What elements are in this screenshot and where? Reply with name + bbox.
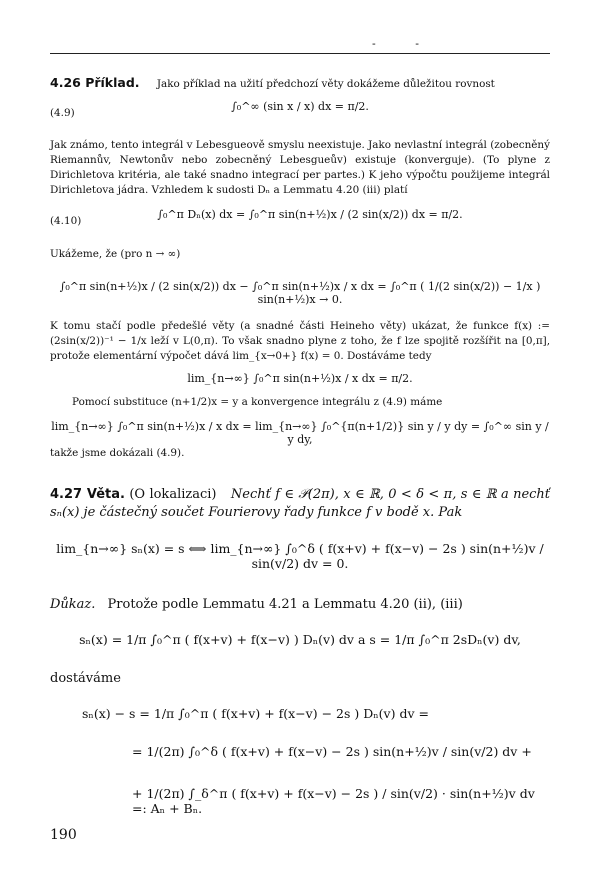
eq-difference-2: = 1/(2π) ∫₀^δ ( f(x+v) + f(x−v) − 2s ) sin(n+½)v / sin(v/2) dv + — [132, 744, 532, 759]
proof-intro: Protože podle Lemmatu 4.21 a Lemmatu 4.20 (ii), (iii) — [107, 597, 463, 612]
example-intro: Jako příklad na užití předchozí věty dokážeme důležitou rovnost — [156, 78, 495, 90]
header-rule — [50, 53, 550, 54]
proof-label: Důkaz. — [50, 597, 96, 612]
theorem-statement: Nechť f ∈ 𝒫(2π), x ∈ ℝ, 0 < δ < π, s ∈ ℝ a nechť sₙ(x) je částečný součet Fourierovy řady funkce f v bodě x. Pak — [50, 487, 551, 520]
eq-limit: lim_{n→∞} ∫₀^π sin(n+½)x / x dx = π/2. — [187, 372, 413, 385]
eq-4-10-tag: (4.10) — [50, 215, 82, 227]
page-number: 190 — [50, 827, 77, 843]
eq-4-9-tag: (4.9) — [50, 107, 75, 119]
eq-4-10: ∫₀^π Dₙ(x) dx = ∫₀^π sin(n+½)x / (2 sin(x/2)) dx = π/2. — [157, 208, 463, 221]
eq-4-9: ∫₀^∞ (sin x / x) dx = π/2. — [231, 100, 369, 113]
theorem-label: 4.27 Věta. — [50, 487, 125, 502]
proof-intro-line — [50, 596, 550, 614]
eq-show: ∫₀^π sin(n+½)x / (2 sin(x/2)) dx − ∫₀^π sin(n+½)x / x dx = ∫₀^π ( 1/(2 sin(x/2)) − 1/x ) sin(n+½)x → 0. — [59, 280, 541, 306]
paragraph-dirichlet: Jak známo, tento integrál v Lebesgueově smyslu neexistuje. Jako nevlastní integrál (zobecněný Riemannův, Newtonův nebo zobecněný Lebesgueův) existuje (konverguje). (To plyne z Dirichletova kritéria, ale také snadno integrací per partes.) K jeho výpočtu použijeme integrál Dirichletova jádra. Vzhledem k sudosti Dₙ a Lemmatu 4.20 (iii) platí — [50, 139, 550, 196]
show-line: Ukážeme, že (pro n → ∞) — [50, 248, 181, 260]
eq-difference-1: sₙ(x) − s = 1/π ∫₀^π ( f(x+v) + f(x−v) − 2s ) Dₙ(v) dv = — [82, 706, 429, 721]
eq-localization: lim_{n→∞} sₙ(x) = s ⟺ lim_{n→∞} ∫₀^δ ( f(x+v) + f(x−v) − 2s ) sin(n+½)v / sin(v/2) dv = 0. — [56, 541, 544, 571]
example-label: 4.26 Příklad. — [50, 75, 140, 90]
example-heading-line — [50, 75, 550, 92]
proved-line: takže jsme dokázali (4.9). — [50, 447, 185, 459]
header-marks: - - — [372, 37, 437, 50]
we-get-line: dostáváme — [50, 671, 121, 686]
eq-partial-sum: sₙ(x) = 1/π ∫₀^π ( f(x+v) + f(x−v) ) Dₙ(v) dv a s = 1/π ∫₀^π 2sDₙ(v) dv, — [79, 632, 521, 647]
paragraph-heine: K tomu stačí podle předešlé věty (a snadné části Heineho věty) ukázat, že funkce f(x) := (2sin(x/2))⁻¹ − 1/x leží v L(0,π). To však snadno plyne z toho, že f lze spojitě rozšířit na [0,π], protože elementární výpočet dává lim_{x→0+} f(x) = 0. Dostáváme tedy — [50, 320, 550, 362]
eq-substitution: lim_{n→∞} ∫₀^π sin(n+½)x / x dx = lim_{n→∞} ∫₀^{π(n+1/2)} sin y / y dy = ∫₀^∞ sin y / y dy, — [51, 420, 549, 446]
substitution-line: Pomocí substituce (n+1/2)x = y a konvergence integrálu z (4.9) máme — [72, 396, 443, 408]
eq-difference-3: + 1/(2π) ∫_δ^π ( f(x+v) + f(x−v) − 2s ) / sin(v/2) · sin(n+½)v dv =: Aₙ + Bₙ. — [132, 786, 535, 816]
theorem-title: (O lokalizaci) — [129, 487, 217, 502]
theorem-statement-block — [50, 486, 550, 522]
